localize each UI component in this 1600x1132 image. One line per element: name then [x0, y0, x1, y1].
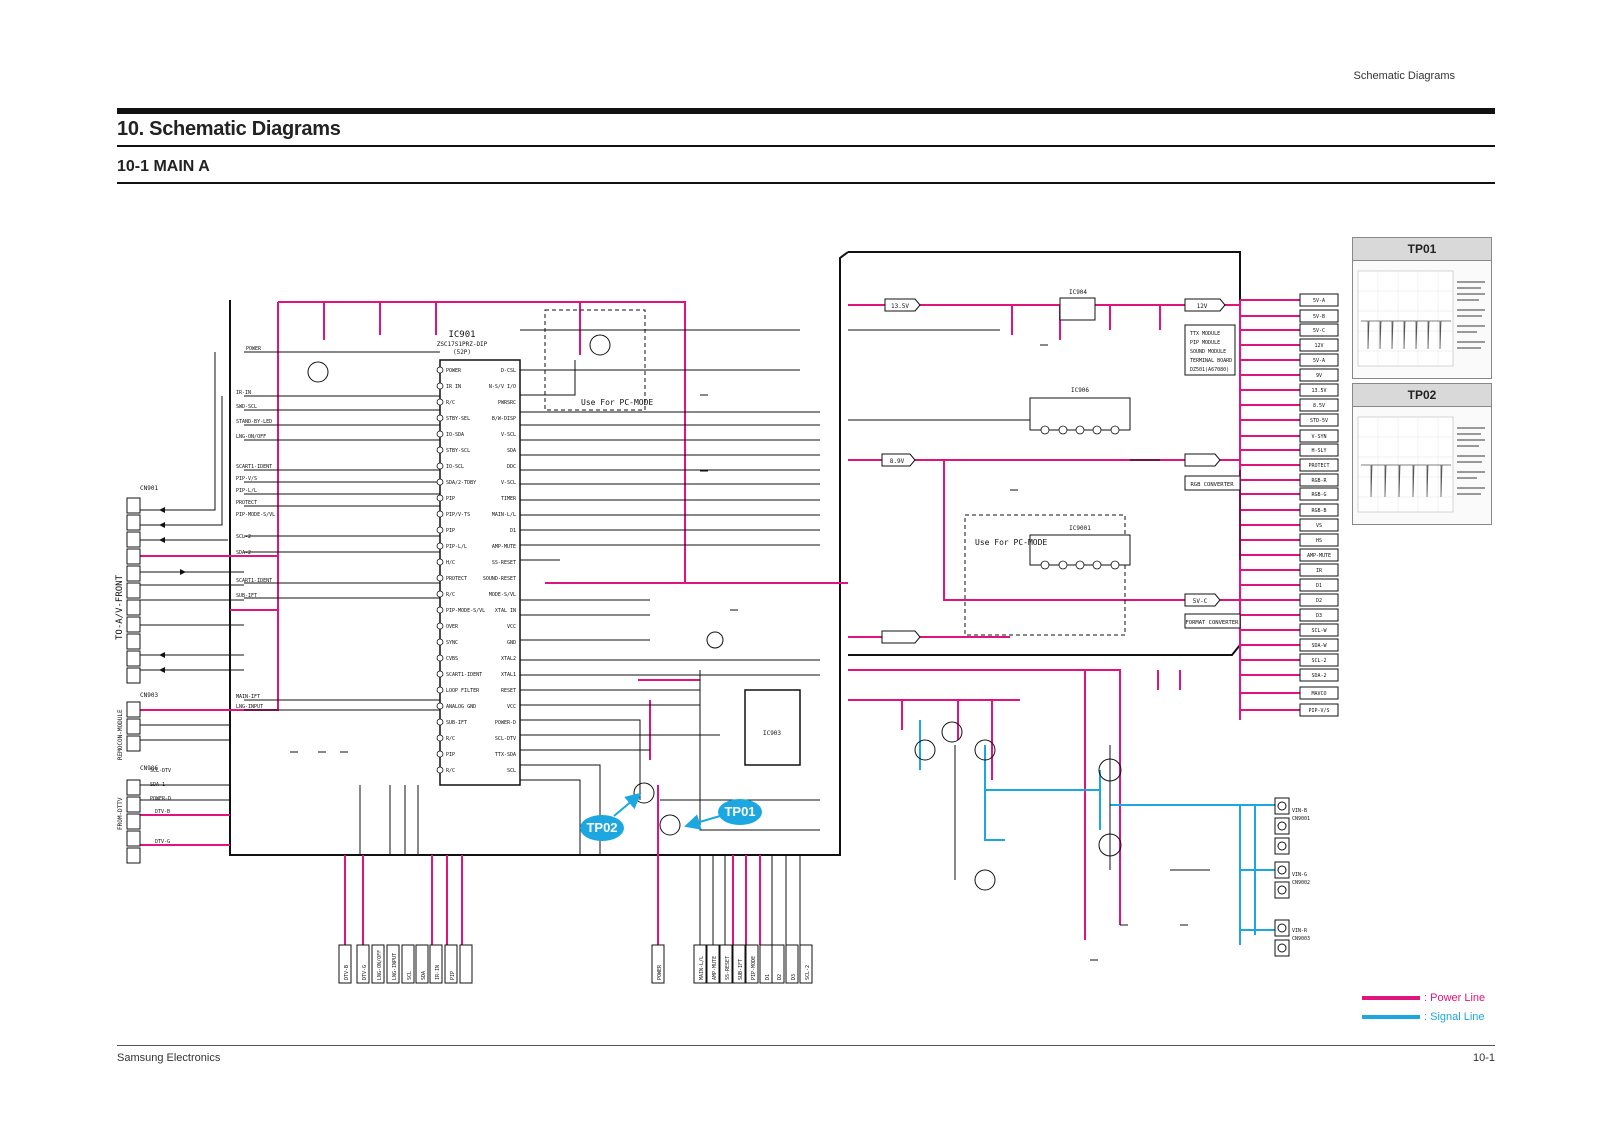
ic901-right-pin: MAIN-L/L — [491, 512, 516, 518]
bottom-connector-label: SDA — [421, 970, 427, 980]
box-label-1: TTX MODULE — [1190, 331, 1221, 337]
tp01-scope-title: TP01 — [1353, 238, 1491, 261]
ic906-body — [1030, 398, 1130, 430]
ic901-part-label: ZSC17S1PRZ-DIP — [436, 341, 488, 348]
bottom-connector-label: SCL — [407, 970, 413, 980]
ic901-left-pin: R/C — [446, 768, 456, 774]
right-output-label: D3 — [1315, 613, 1323, 619]
ic901-left-pin: H/C — [446, 560, 456, 566]
bottom-connector-label: AMP-MUTE — [712, 955, 718, 980]
left-signal-label: SWD-SCL — [236, 404, 258, 410]
footer-rule — [117, 1045, 1495, 1046]
rail-5vc-label: 5V-C — [1192, 598, 1208, 605]
ic901-right-pin: SCL-DTV — [494, 736, 516, 742]
left-signal-label: SCART1-IDENT — [236, 578, 273, 584]
page-title: 10. Schematic Diagrams — [117, 118, 341, 140]
right-output-label: V-SYN — [1311, 434, 1327, 440]
ic901-left-pin: PIP — [446, 528, 456, 534]
right-output-label: IR — [1315, 568, 1323, 574]
left-signal-label: PIP-L/L — [236, 488, 258, 494]
ic901-left-pin: POWER — [446, 368, 462, 374]
ic901-left-pin: SDA/2-TDBY — [446, 480, 477, 486]
ic901-left-pin: STBY-SCL — [446, 448, 471, 454]
section-subtitle: 10-1 MAIN A — [117, 158, 210, 175]
ic901-right-pin: VCC — [506, 624, 516, 630]
left-signal-label: SUB-IFT — [236, 593, 258, 599]
footer-company: Samsung Electronics — [117, 1052, 221, 1064]
left-signal-label: SCL-DTV — [150, 768, 172, 774]
bottom-connector-label: LNG-ON/OFF — [377, 949, 383, 980]
bottom-connector-label: SS-RESET — [725, 955, 731, 980]
bottom-connector-label: PIP — [450, 970, 456, 980]
right-output-label: VS — [1315, 523, 1323, 529]
bottom-connector-label: D1 — [765, 973, 771, 980]
rca-labels — [1292, 808, 1310, 942]
tp02-scope-panel — [1352, 383, 1492, 525]
ic901-left-pin: ANALOG GND — [446, 704, 477, 710]
bottom-connector-label: IR-IN — [435, 964, 441, 980]
rca-connector-label: CN9002 — [1292, 880, 1311, 886]
ic901-left-pin: PIP — [446, 496, 456, 502]
ic901-right-pin: SS-RESET — [491, 560, 516, 566]
ic901-left-pin: IO-SCL — [446, 464, 465, 470]
bottom-connector-label: SCL-2 — [805, 964, 811, 980]
ic901-left-pin: SUB-IFT — [446, 720, 468, 726]
right-output-label: 9V — [1315, 373, 1323, 379]
ic901-left-pin: R/C — [446, 400, 456, 406]
tp01-scope-panel — [1352, 237, 1492, 379]
ic901-right-pin: XTAL2 — [500, 656, 516, 662]
ic901-left-pin: PIP — [446, 752, 456, 758]
right-output-label: 8.5V — [1312, 403, 1326, 409]
ic901-right-pin: D1 — [509, 528, 516, 534]
footer-page-number: 10-1 — [1472, 1052, 1495, 1064]
right-output-label: PIP-V/S — [1308, 708, 1330, 714]
right-output-label: SDA-W — [1311, 643, 1327, 649]
cn903-vertical-label: REMOCON-MODULE — [117, 709, 124, 760]
tp01-scope-waveform — [1353, 261, 1491, 378]
tp02-scope-waveform — [1353, 407, 1491, 524]
ic901-left-pin: IO-SDA — [446, 432, 465, 438]
right-output-label: SCL-W — [1311, 628, 1327, 634]
right-output-label: RGB-B — [1311, 508, 1327, 514]
left-signal-label: SDA-2 — [236, 550, 252, 556]
cn906-label: CN906 — [140, 765, 159, 772]
pc-mode-box-2 — [965, 515, 1125, 635]
legend-power-swatch — [1362, 996, 1420, 1000]
tp02-marker — [580, 794, 640, 841]
signal-lines — [920, 720, 1280, 945]
pc-mode-label-1: Use For PC-MODE — [581, 398, 654, 407]
bottom-connector-label: POWER — [657, 964, 663, 980]
rca-label: VIN-R — [1292, 928, 1308, 934]
right-output-label: 5V-B — [1312, 314, 1326, 320]
ic901-left-pin: PIP-L/L — [446, 544, 468, 550]
ic903-body — [745, 690, 800, 765]
left-signal-label: POWER — [246, 346, 262, 352]
transistors — [308, 335, 1121, 890]
left-signal-label: SCL-2 — [236, 534, 252, 540]
tp01-marker — [686, 799, 762, 826]
left-signal-label: PIP-MODE-S/VL — [236, 512, 276, 518]
cn901-vertical-label: TO-A/V-FRONT — [115, 574, 125, 640]
ic901-right-pin: POWER-D — [494, 720, 516, 726]
ic901-left-pin: R/C — [446, 736, 456, 742]
ic901-left-pin: SCART1-IDENT — [446, 672, 483, 678]
rca-connector-label: CN9003 — [1292, 936, 1311, 942]
ic901-right-pin: XTAL1 — [500, 672, 516, 678]
format-converter-label: FORMAT CONVERTER — [1185, 620, 1239, 626]
right-output-label: SCL-2 — [1311, 658, 1327, 664]
ic901-left-pin: CVBS — [446, 656, 459, 662]
left-signal-label: DTV-G — [155, 839, 171, 845]
ic901-name-label: IC901 — [448, 330, 476, 340]
box-label-3: SOUND MODULE — [1190, 349, 1227, 355]
ground-symbols — [290, 345, 1188, 960]
box-label-5: DZ501(A67080) — [1190, 367, 1230, 373]
ic901-right-pin: TIMER — [500, 496, 516, 502]
ic901-right-pin: MODE-S/VL — [488, 592, 516, 598]
ic901-left-pin: LOOP FILTER — [446, 688, 480, 694]
right-output-label: PROTECT — [1308, 463, 1330, 469]
legend-signal-swatch — [1362, 1015, 1420, 1019]
legend-power-label: : Power Line — [1424, 992, 1486, 1005]
bottom-connector-label: PIP-MODE — [751, 955, 757, 980]
right-output-label: MAVCO — [1311, 691, 1327, 697]
header-section-label: Schematic Diagrams — [1353, 70, 1455, 82]
right-output-label: HS — [1315, 538, 1323, 544]
ic904-label: IC904 — [1068, 289, 1088, 296]
pc-mode-label-2: Use For PC-MODE — [975, 538, 1048, 547]
ic901-right-pin: D-CSL — [500, 368, 516, 374]
tp02-scope-title: TP02 — [1353, 384, 1491, 407]
right-output-label: 13.5V — [1311, 388, 1327, 394]
left-signal-label: LNG-INPUT — [236, 704, 264, 710]
left-signal-label: POWER-D — [150, 796, 172, 802]
ic901-left-pin: OVER — [446, 624, 459, 630]
right-output-label: SDA-2 — [1311, 673, 1327, 679]
ic901-right-pin: AMP-MUTE — [491, 544, 516, 550]
rca-connectors — [1275, 798, 1289, 956]
right-output-label: 5V-A — [1312, 298, 1326, 304]
tp01-marker-label: TP01 — [724, 804, 756, 819]
ic901-left-pin: PIP-MODE-S/VL — [446, 608, 486, 614]
ic901-right-pin: GND — [506, 640, 516, 646]
ic906-label: IC906 — [1070, 387, 1090, 394]
rca-label: VIN-G — [1292, 872, 1308, 878]
ic901-left-pin: STBY-SEL — [446, 416, 471, 422]
left-signal-label: SCART1-IDENT — [236, 464, 273, 470]
ic901-right-pin: N-S/V I/O — [488, 384, 516, 390]
left-signal-label: SDA-1 — [150, 782, 166, 788]
ic901-left-pin: SYNC — [446, 640, 459, 646]
ic903-label: IC903 — [762, 730, 782, 737]
tp02-marker-label: TP02 — [586, 820, 618, 835]
cn906-vertical-label: FROM-DTTV — [117, 797, 124, 830]
right-output-label: RGB-R — [1311, 478, 1327, 484]
box-label-2: PIP MODULE — [1190, 340, 1221, 346]
rail-13v5-label: 13.5V — [890, 303, 910, 310]
bottom-connector-label: SUB-IFT — [738, 958, 744, 980]
ic901-right-pin: B/W-DISP — [491, 416, 516, 422]
left-signal-label: LNG-ON/OFF — [236, 434, 267, 440]
right-output-label: RGB-G — [1311, 492, 1327, 498]
rail-8v9-label: 8.9V — [889, 458, 905, 465]
ic901-left-pin: PROTECT — [446, 576, 468, 582]
rca-label: VIN-B — [1292, 808, 1308, 814]
bottom-connector-label: LNG-INPUT — [392, 952, 398, 980]
left-signal-label: PIP-V/S — [236, 476, 258, 482]
legend-signal — [1362, 1011, 1485, 1023]
ic901-right-pin: RESET — [500, 688, 516, 694]
ic901-right-pin: TTX-SDA — [494, 752, 516, 758]
legend-signal-label: : Signal Line — [1424, 1011, 1485, 1024]
right-output-label: AMP-MUTE — [1306, 553, 1332, 559]
bottom-connector-label: D2 — [777, 973, 783, 980]
power-lines — [140, 300, 1330, 945]
cn901-label: CN901 — [140, 485, 159, 492]
ic901-right-pin: SDA — [506, 448, 516, 454]
rail-12v-label: 12V — [1196, 303, 1208, 310]
left-connectors — [127, 498, 140, 863]
ic901-right-pin: XTAL IN — [494, 608, 516, 614]
left-connector-arrows — [160, 510, 185, 670]
right-output-label: D1 — [1315, 583, 1323, 589]
rail-tags — [882, 299, 1240, 643]
rca-connector-label: CN9001 — [1292, 816, 1311, 822]
ic9001-label: IC9001 — [1069, 525, 1091, 532]
left-signal-label: DTV-B — [155, 809, 171, 815]
bottom-connector-label: MAIN-L/L — [699, 955, 705, 980]
ic901-right-pin: SOUND-RESET — [482, 576, 516, 582]
cn903-label: CN903 — [140, 692, 159, 699]
box-label-4: TERMINAL BOARD — [1190, 358, 1233, 364]
right-output-label: H-SLY — [1311, 448, 1327, 454]
left-signal-labels — [150, 346, 275, 845]
ic901-left-pin: PIP/V-TS — [446, 512, 471, 518]
ic901-left-pin: IR IN — [446, 384, 462, 390]
right-output-label: D2 — [1315, 598, 1323, 604]
ic901-right-pin: SCL — [506, 768, 516, 774]
bottom-connector-label: D3 — [791, 973, 797, 980]
left-signal-label: PROTECT — [236, 500, 258, 506]
bottom-connector-label: DTV-G — [362, 964, 368, 980]
right-output-label: 12V — [1314, 343, 1324, 349]
legend-power — [1362, 992, 1485, 1004]
ic901-right-pin: PWRSRC — [497, 400, 516, 406]
right-output-label: 5V-C — [1312, 328, 1326, 334]
ic901-right-pin: VCC — [506, 704, 516, 710]
left-signal-label: STAND-BY-LED — [236, 419, 273, 425]
right-output-label: STD-5V — [1309, 418, 1329, 424]
ic901-left-pin: R/C — [446, 592, 456, 598]
rgb-converter-label: RGB CONVERTER — [1190, 482, 1234, 488]
ic904-body — [1060, 298, 1095, 320]
ic901-right-pin: V-SCL — [500, 480, 516, 486]
left-signal-label: IR-IN — [236, 390, 252, 396]
right-output-label: 5V-A — [1312, 358, 1326, 364]
bottom-connector-label: DTV-B — [344, 964, 350, 980]
ic901-pkg-label: (52P) — [452, 349, 472, 356]
ic901-right-pin: V-SCL — [500, 432, 516, 438]
ic901-right-pin: DDC — [506, 464, 516, 470]
left-signal-label: MAIN-IFT — [236, 694, 261, 700]
